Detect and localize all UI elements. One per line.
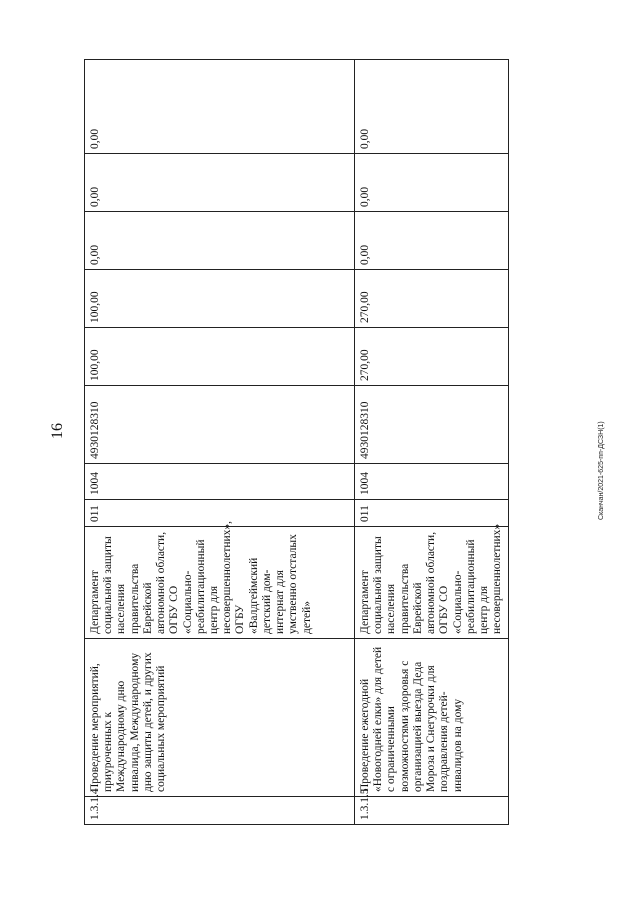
row-value-3: 0,00	[85, 212, 355, 270]
row-value-1: 270,00	[355, 328, 509, 386]
table-row	[85, 60, 355, 825]
table-frame	[84, 60, 504, 825]
row-executor: Департамент социальной защиты населения правительства Еврейской автономной области, ОГБУ СО «Социально-реабилитационный центр для несовершеннолетних», ОГБУ «Валдгеймский детский дом-интернат для умственно отсталых детей»	[85, 527, 355, 639]
row-event: Проведение мероприятий, приуроченных к Международному дню инвалида, Международному дню защиты детей, и других социальных мероприятий	[85, 639, 355, 797]
row-value-4: 0,00	[355, 154, 509, 212]
row-value-2: 270,00	[355, 270, 509, 328]
row-value-2: 100,00	[85, 270, 355, 328]
row-grbs: 011	[85, 500, 355, 527]
row-value-5: 0,00	[355, 60, 509, 154]
row-executor: Департамент социальной защиты населения правительства Еврейской автономной области, ОГБУ СО «Социально-реабилитационный центр для несовершеннолетних»	[355, 527, 509, 639]
scan-watermark: Сканчан/2021-625-пп-ДСЗН(1)	[598, 421, 605, 520]
row-code: 1.3.1.4	[85, 797, 355, 825]
row-rzpr: 1004	[85, 464, 355, 500]
row-rzpr: 1004	[355, 464, 509, 500]
row-csr: 4930128310	[355, 386, 509, 464]
row-value-5: 0,00	[85, 60, 355, 154]
row-value-4: 0,00	[85, 154, 355, 212]
row-csr: 4930128310	[85, 386, 355, 464]
table-row	[355, 60, 509, 825]
row-code: 1.3.1.5	[355, 797, 509, 825]
page-number: 16	[49, 423, 66, 439]
row-event: Проведение ежегодной «Новогодней елки» для детей с ограниченными возможностями здоровья с организацией выезда Деда Мороза и Снегурочки для поздравления детей-инвалидов на дому	[355, 639, 509, 797]
row-value-1: 100,00	[85, 328, 355, 386]
row-value-3: 0,00	[355, 212, 509, 270]
program-table	[84, 59, 509, 825]
row-grbs: 011	[355, 500, 509, 527]
